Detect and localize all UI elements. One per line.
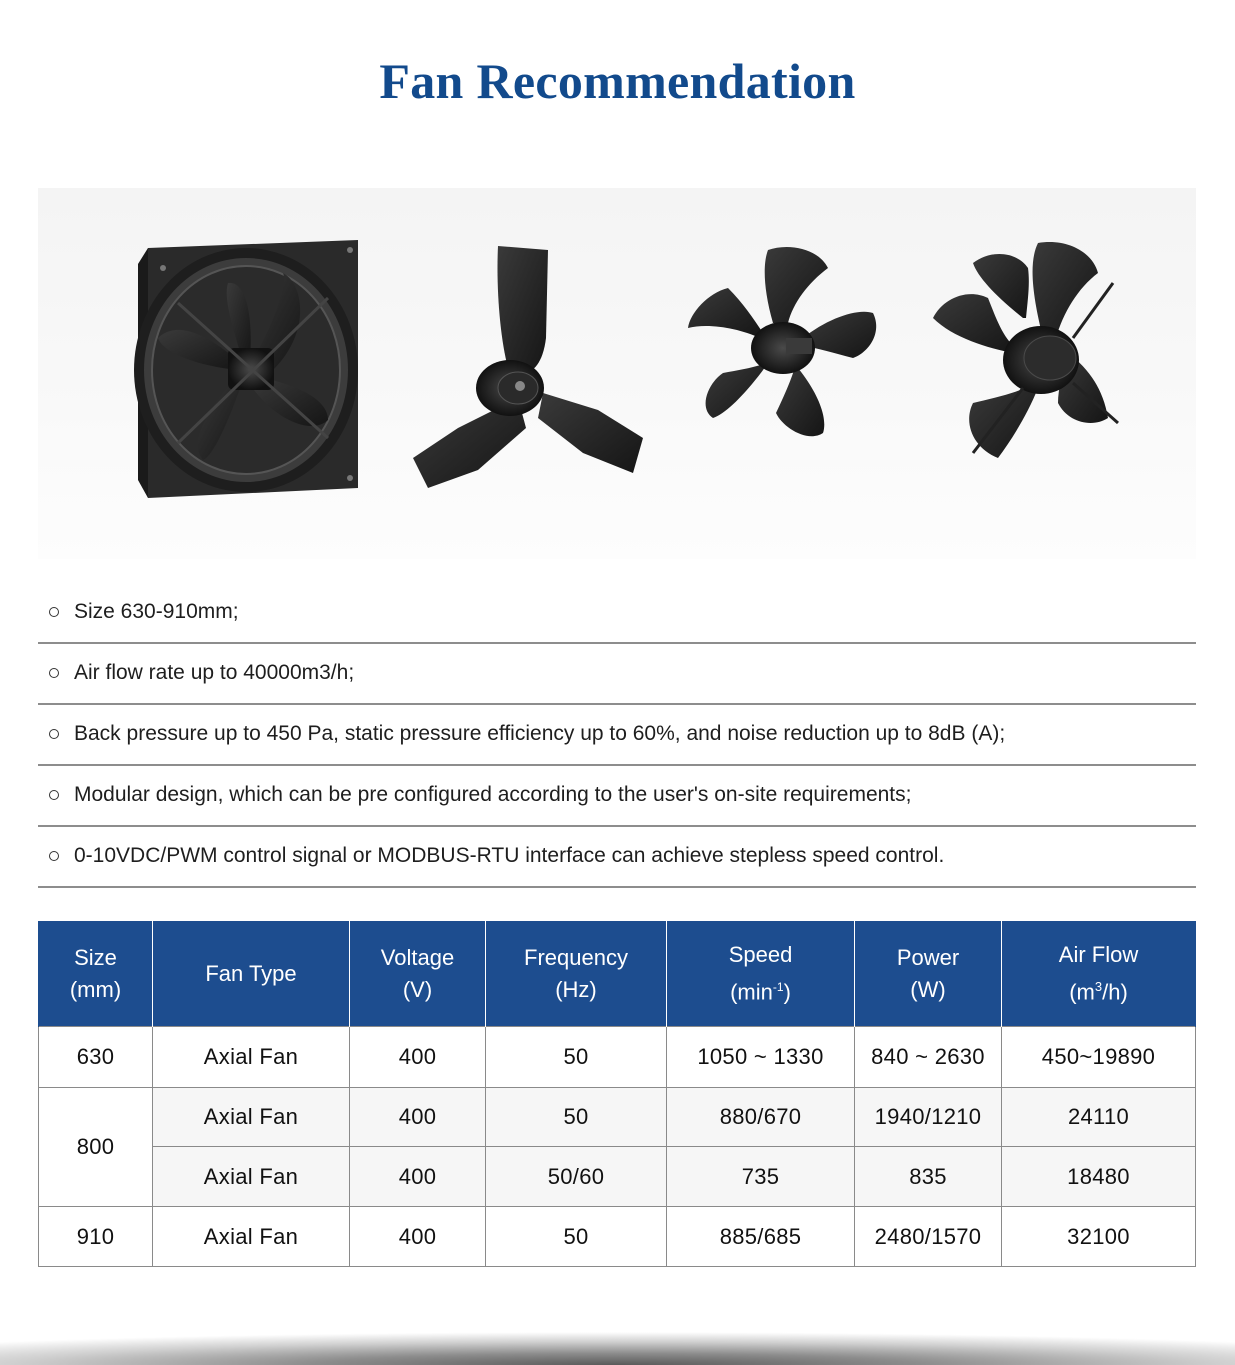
cell-power: 1940/1210 xyxy=(855,1088,1002,1147)
circle-bullet-icon xyxy=(49,668,59,678)
cell-air-flow: 32100 xyxy=(1002,1207,1196,1267)
cell-power: 835 xyxy=(855,1147,1002,1207)
circle-bullet-icon xyxy=(49,851,59,861)
cell-speed: 880/670 xyxy=(667,1088,855,1147)
cell-frequency: 50/60 xyxy=(486,1147,667,1207)
table-header-row xyxy=(39,921,1196,1027)
cell-fan-type: Axial Fan xyxy=(153,1027,350,1088)
cell-voltage: 400 xyxy=(350,1147,486,1207)
header-voltage: Voltage (V) xyxy=(350,921,486,1027)
list-item xyxy=(38,644,1196,705)
cell-fan-type: Axial Fan xyxy=(153,1088,350,1147)
list-item xyxy=(38,705,1196,766)
cell-power: 840 ~ 2630 xyxy=(855,1027,1002,1088)
square-frame-fan-image xyxy=(134,240,358,498)
feature-text: Air flow rate up to 40000m3/h; xyxy=(74,661,355,684)
list-item xyxy=(38,583,1196,644)
feature-list xyxy=(38,583,1196,888)
bottom-shadow-decoration xyxy=(0,1305,1235,1365)
cell-fan-type: Axial Fan xyxy=(153,1207,350,1267)
cell-frequency: 50 xyxy=(486,1027,667,1088)
cell-power: 2480/1570 xyxy=(855,1207,1002,1267)
header-frequency: Frequency (Hz) xyxy=(486,921,667,1027)
list-item xyxy=(38,766,1196,827)
feature-text: Back pressure up to 450 Pa, static pressure efficiency up to 60%, and noise reduction up to 8dB (A); xyxy=(74,722,1006,745)
header-size: Size (mm) xyxy=(39,921,153,1027)
five-blade-fan-image xyxy=(688,247,876,436)
table-row xyxy=(39,1027,1196,1088)
header-air-flow: Air Flow $(m^3/h)$ xyxy=(1002,921,1196,1027)
header-fan-type: Fan Type xyxy=(153,921,350,1027)
cell-fan-type: Axial Fan xyxy=(153,1147,350,1207)
cell-size: 630 xyxy=(39,1027,153,1088)
cell-air-flow: 450~19890 xyxy=(1002,1027,1196,1088)
header-speed: Speed $(\min^{-1})$ xyxy=(667,921,855,1027)
cell-size: 800 xyxy=(39,1088,153,1207)
circle-bullet-icon xyxy=(49,729,59,739)
circle-bullet-icon xyxy=(49,607,59,617)
product-photo xyxy=(38,188,1196,559)
cell-speed: 1050 ~ 1330 xyxy=(667,1027,855,1088)
cell-voltage: 400 xyxy=(350,1088,486,1147)
header-power: Power (W) xyxy=(855,921,1002,1027)
specification-table xyxy=(38,921,1196,1267)
page-title: Fan Recommendation xyxy=(379,53,856,109)
table-row xyxy=(39,1207,1196,1267)
feature-text: 0-10VDC/PWM control signal or MODBUS-RTU interface can achieve stepless speed control. xyxy=(74,844,945,867)
list-item xyxy=(38,827,1196,888)
cell-air-flow: 18480 xyxy=(1002,1147,1196,1207)
cell-frequency: 50 xyxy=(486,1088,667,1147)
circle-bullet-icon xyxy=(49,790,59,800)
cell-size: 910 xyxy=(39,1207,153,1267)
cell-air-flow: 24110 xyxy=(1002,1088,1196,1147)
cell-speed: 885/685 xyxy=(667,1207,855,1267)
cell-frequency: 50 xyxy=(486,1207,667,1267)
three-blade-fan-image xyxy=(413,246,643,488)
feature-text: Size 630-910mm; xyxy=(74,600,239,623)
cell-voltage: 400 xyxy=(350,1207,486,1267)
cell-speed: 735 xyxy=(667,1147,855,1207)
table-row xyxy=(39,1088,1196,1147)
cell-voltage: 400 xyxy=(350,1027,486,1088)
sickle-blade-fan-image xyxy=(933,242,1118,458)
feature-text: Modular design, which can be pre configured according to the user's on-site requirements; xyxy=(74,783,912,806)
table-row xyxy=(39,1147,1196,1207)
